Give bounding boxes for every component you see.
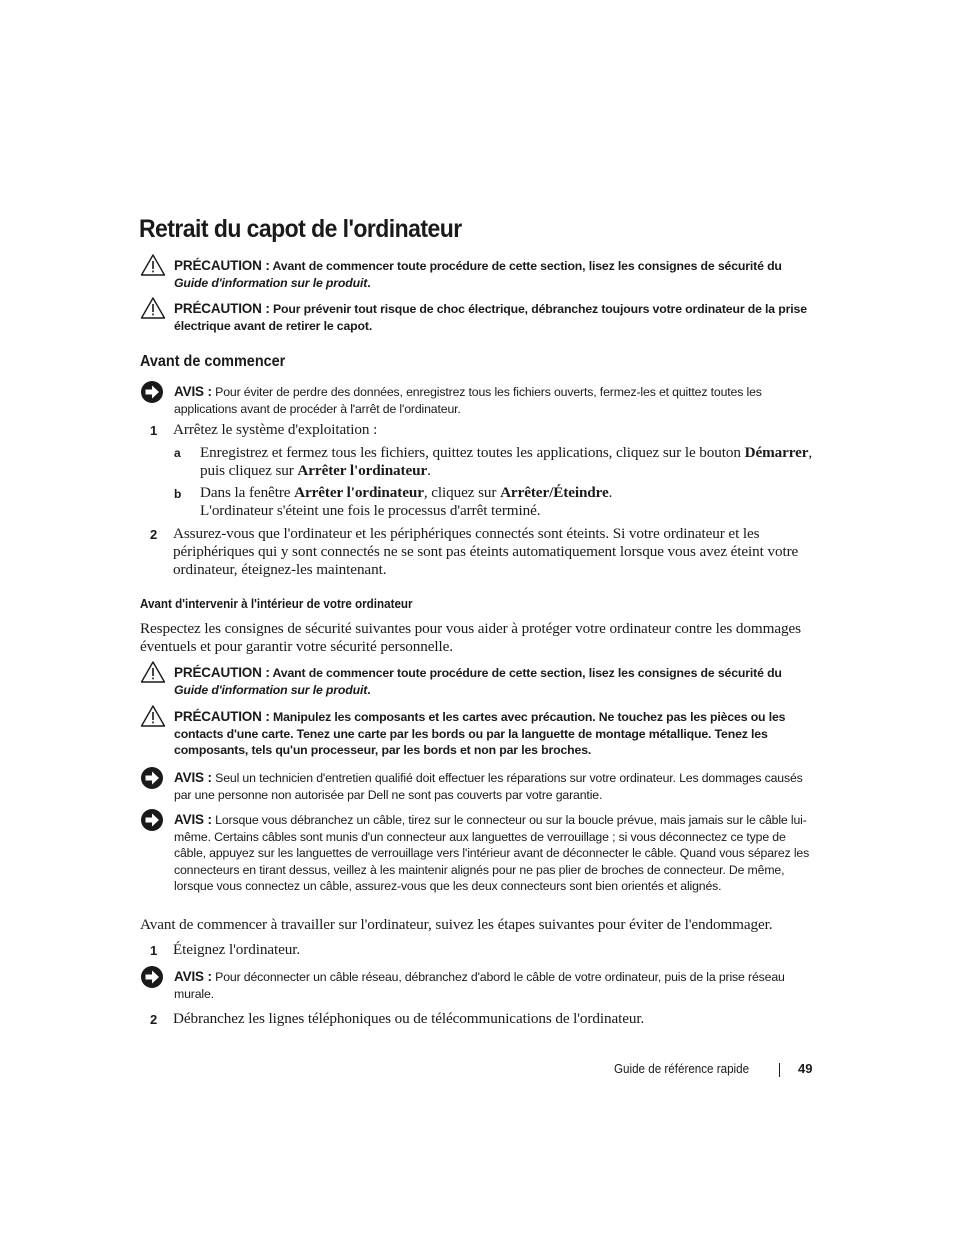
intro-paragraph: Respectez les consignes de sécurité suivantes pour vous aider à protéger votre ordinateur contre les dommages éventuels et pour garantir votre sécurité personnelle. [140,620,801,655]
notice-note: AVIS : Pour éviter de perdre des données, enregistrez tous les fichiers ouverts, fermez-les et quittez toutes les applications avant de procéder à l'arrêt de l'ordinateur. [174,384,762,416]
caution-note: PRÉCAUTION : Avant de commencer toute procédure de cette section, lisez les consignes de sécurité du Guide d'information sur le produit. [174,665,782,697]
step-number: 1 [150,423,158,438]
caution-note: PRÉCAUTION : Manipulez les composants et les cartes avec précaution. Ne touchez pas les pièces ou les contacts d'une carte. Tenez une carte par les bords ou par la languette de montage métallique. Tenez les composants, tels qu'un processeur, par les bords et non par les broches. [174,709,786,758]
caution-note: PRÉCAUTION : Pour prévenir tout risque de choc électrique, débranchez toujours votre ordinateur de la prise électrique avant de retirer le capot. [174,301,807,333]
step-number: 1 [150,943,158,958]
substep-letter: b [174,487,182,501]
warning-triangle-icon [140,253,166,277]
notice-arrow-icon [140,808,166,832]
notice-arrow-icon [140,766,166,790]
footer-separator [779,1063,780,1077]
notice-note: AVIS : Pour déconnecter un câble réseau, débranchez d'abord le câble de votre ordinateur, puis de la prise réseau murale. [174,969,785,1001]
notice-arrow-icon [140,965,166,989]
substep-text: Enregistrez et fermez tous les fichiers, quittez toutes les applications, cliquez sur le bouton Démarrer, puis cliquez sur Arrêter l'ordinateur. [200,444,813,479]
notice-note: AVIS : Seul un technicien d'entretien qualifié doit effectuer les réparations sur votre ordinateur. Les dommages causés par une personne non autorisée par Dell ne sont pas couverts par votre garantie. [174,770,803,802]
section-heading: Avant de commencer [140,353,286,370]
subsection-heading: Avant d'intervenir à l'intérieur de votre ordinateur [140,597,413,611]
notice-arrow-icon [140,380,166,404]
step-text: Éteignez l'ordinateur. [173,941,301,958]
warning-triangle-icon [140,704,166,728]
warning-triangle-icon [140,660,166,684]
caution-note: PRÉCAUTION : Avant de commencer toute procédure de cette section, lisez les consignes de sécurité du Guide d'information sur le produit. [174,258,782,290]
warning-triangle-icon [140,296,166,320]
substep-letter: a [174,446,181,460]
step-number: 2 [150,1012,158,1027]
notice-note: AVIS : Lorsque vous débranchez un câble, tirez sur le connecteur ou sur la boucle prévue, mais jamais sur le câble lui-même. Certains câbles sont munis d'un connecteur aux languettes de verrouillage ; si vous déconnectez ce type de câble, appuyez sur les languettes de verrouillage vers l'intérieur avant de déconnecter le câble. Quand vous séparez les connecteurs en tirant dessus, veillez à les maintenir alignés pour ne pas plier de broches de connecteur. De même, lorsque vous connectez un câble, assurez-vous que les deux connecteurs sont bien orientés et alignés. [174,812,810,894]
substep-text: Dans la fenêtre Arrêter l'ordinateur, cliquez sur Arrêter/Éteindre. L'ordinateur s'éteint une fois le processus d'arrêt terminé. [200,484,613,519]
footer-title: Guide de référence rapide [614,1062,750,1076]
page-number: 49 [798,1061,813,1076]
step-text: Arrêtez le système d'exploitation : [173,421,378,438]
step-text: Assurez-vous que l'ordinateur et les périphériques connectés sont éteints. Si votre ordinateur et les périphériques qui y sont connectés ne se sont pas éteints automatiquement lorsque vous avez éteint votre ordinateur, éteignez-les maintenant. [173,525,799,578]
page-title: Retrait du capot de l'ordinateur [139,215,462,243]
step-text: Débranchez les lignes téléphoniques ou de télécommunications de l'ordinateur. [173,1010,645,1027]
lead-paragraph: Avant de commencer à travailler sur l'ordinateur, suivez les étapes suivantes pour éviter de l'endommager. [140,916,773,933]
step-number: 2 [150,527,158,542]
